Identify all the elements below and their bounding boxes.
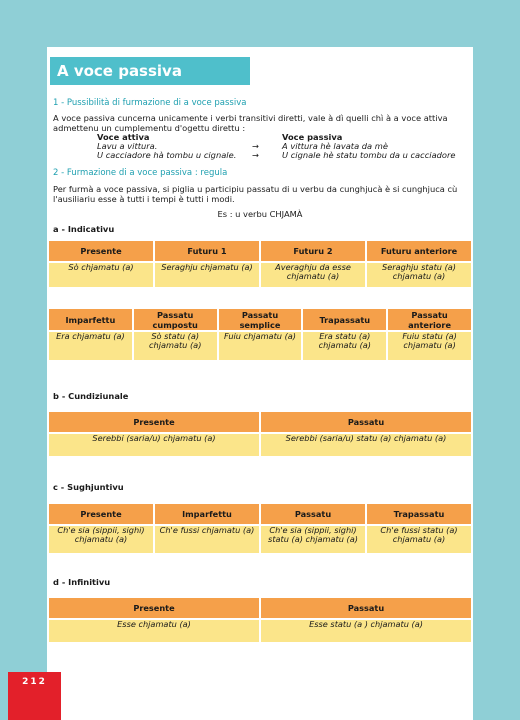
page	[47, 47, 473, 720]
section-1-heading: 1 - Pussibilità di furmazione di a voce passiva	[53, 98, 247, 108]
section-2-heading: 2 - Furmazione di a voce passiva : regula	[53, 168, 228, 178]
arrow-icon: →	[252, 150, 259, 160]
table-cell: Ch'e fussi statu (a) chjamatu (a)	[367, 526, 471, 553]
table-cell: Ch'e sia (sippii, sighi) chjamatu (a)	[49, 526, 153, 553]
active-example-1: Lavu a vittura.	[97, 141, 158, 151]
table-cell: Averaghju da esse chjamatu (a)	[261, 263, 365, 287]
active-example-2: U cacciadore hà tombu u cignale.	[97, 150, 237, 160]
table-cell: Esse statu (a ) chjamatu (a)	[261, 620, 471, 642]
table-header: Passatu	[261, 412, 471, 434]
table-header: Presente	[49, 412, 259, 434]
table-header: Passatu semplice	[219, 309, 302, 332]
table-header: Presente	[49, 241, 153, 263]
table-cell: Sò statu (a) chjamatu (a)	[134, 332, 217, 360]
sughjuntivu-table	[47, 504, 473, 553]
table-cell: Serebbi (saria/u) chjamatu (a)	[49, 434, 259, 456]
section-1-text: A voce passiva cuncerna unicamente i verbi transitivi diretti, vale à dì quelli chì à a voce attiva admettenu un cumplementu d'ogettu direttu :	[53, 113, 448, 133]
page-title: A voce passiva	[50, 57, 250, 85]
table-cell: Sò chjamatu (a)	[49, 263, 153, 287]
cundiziunale-label: b - Cundiziunale	[53, 391, 129, 401]
arrow-icon: →	[252, 141, 259, 151]
table-header: Futuru 2	[261, 241, 365, 263]
table-cell: Ch'e fussi chjamatu (a)	[155, 526, 259, 553]
section-2-text: Per furmà a voce passiva, si piglia u participiu passatu di u verbu da cunghjucà è si cunghjuca cù l'ausiliariu esse à tutti i tempi è tutti i modi.	[53, 184, 458, 204]
table-cell: Serebbi (saria/u) statu (a) chjamatu (a)	[261, 434, 471, 456]
passive-example-2: U cignale hè statu tombu da u cacciadore	[282, 150, 456, 160]
sughjuntivu-label: c - Sughjuntivu	[53, 482, 124, 492]
table-header: Presente	[49, 504, 153, 526]
table-header: Imparfettu	[155, 504, 259, 526]
table-header: Imparfettu	[49, 309, 132, 332]
table-header: Trapassatu	[303, 309, 386, 332]
cundiziunale-table	[47, 412, 473, 456]
table-cell: Era chjamatu (a)	[49, 332, 132, 360]
infinitivu-label: d - Infinitivu	[53, 577, 111, 587]
table-header: Trapassatu	[367, 504, 471, 526]
table-header: Passatu	[261, 504, 365, 526]
table-header: Passatu	[261, 598, 471, 620]
table-cell: Seraghju chjamatu (a)	[155, 263, 259, 287]
table-header: Passatu cumpostu	[134, 309, 217, 332]
table-cell: Esse chjamatu (a)	[49, 620, 259, 642]
table-cell: Era statu (a) chjamatu (a)	[303, 332, 386, 360]
page-number: 212	[8, 672, 61, 720]
active-voice-header: Voce attiva	[97, 132, 150, 142]
table-header: Passatu anteriore	[388, 309, 471, 332]
passive-voice-header: Voce passiva	[282, 132, 343, 142]
indicativu-table-1	[47, 241, 473, 287]
table-cell: Seraghju statu (a) chjamatu (a)	[367, 263, 471, 287]
table-header: Futuru 1	[155, 241, 259, 263]
table-cell: Fuiu statu (a) chjamatu (a)	[388, 332, 471, 360]
indicativu-label: a - Indicativu	[53, 224, 115, 234]
infinitivu-table	[47, 598, 473, 642]
indicativu-table-2	[47, 309, 473, 360]
passive-example-1: A vittura hè lavata da mè	[282, 141, 388, 151]
table-header: Presente	[49, 598, 259, 620]
table-header: Futuru anteriore	[367, 241, 471, 263]
table-cell: Ch'e sia (sippii, sighi) statu (a) chjamatu (a)	[261, 526, 365, 553]
example-verb: Es : u verbu CHJAMÀ	[217, 209, 303, 219]
table-cell: Fuiu chjamatu (a)	[219, 332, 302, 360]
